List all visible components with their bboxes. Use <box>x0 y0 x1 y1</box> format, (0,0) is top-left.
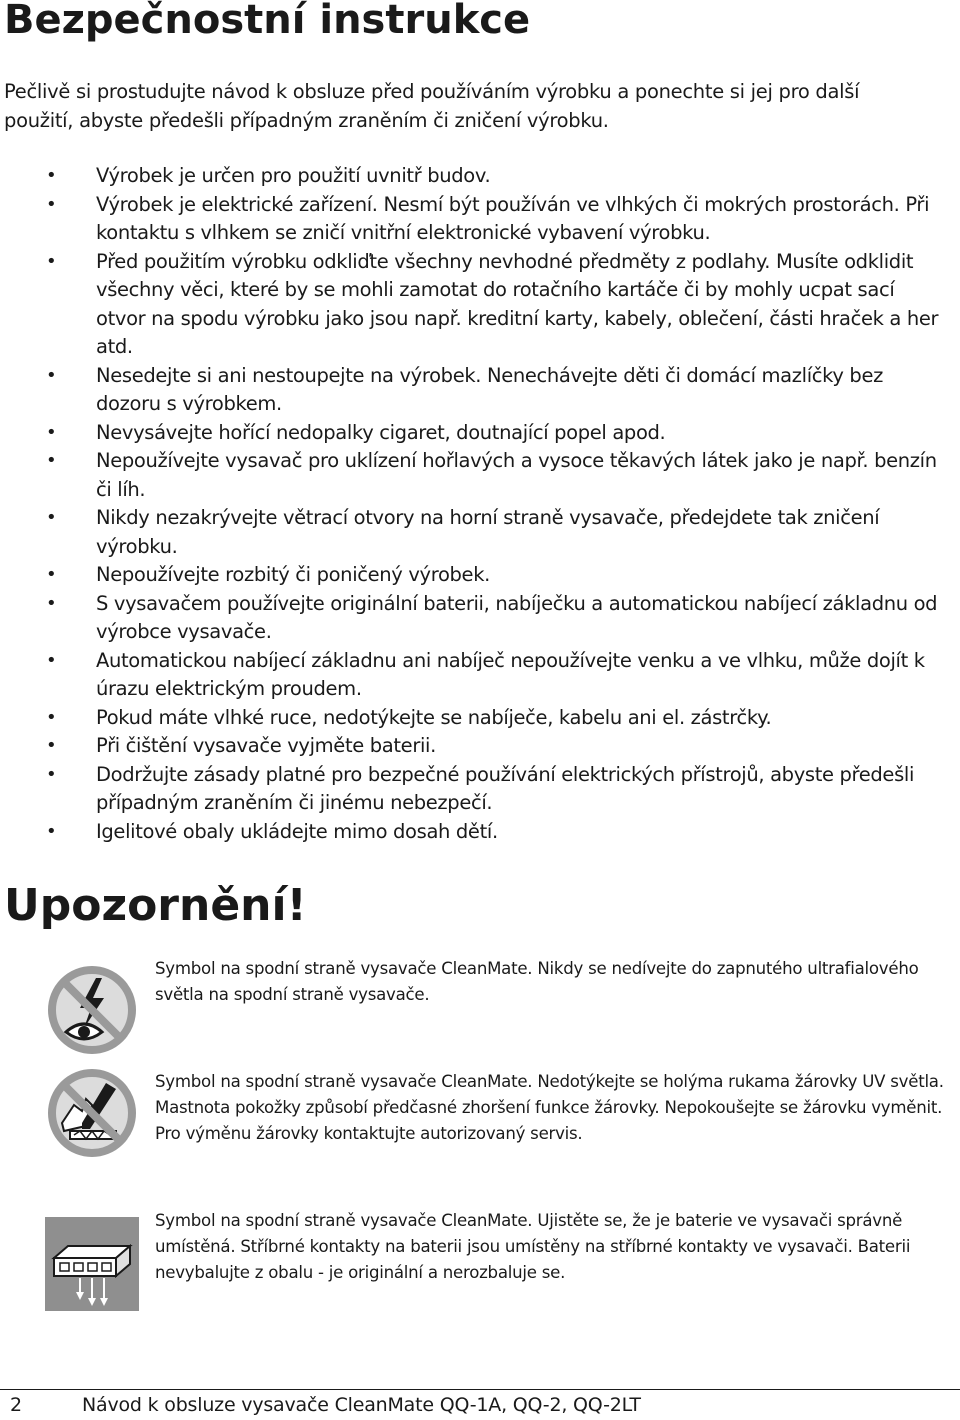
list-item-text: Při čištění vysavače vyjměte baterii. <box>96 734 436 757</box>
bullet-icon: • <box>46 364 57 386</box>
bullet-icon: • <box>46 820 57 842</box>
bullet-icon: • <box>46 735 57 756</box>
list-item-text: Automatickou nabíjecí základnu ani nabíječ nepoužívejte venku a ve vlhku, může dojít k úrazu elektrickým proudem. <box>96 648 925 700</box>
list-item <box>0 362 960 419</box>
bullet-icon: • <box>46 649 57 671</box>
bullet-icon: • <box>46 706 57 728</box>
list-item-text: Výrobek je elektrické zařízení. Nesmí být používán ve vlhkých či mokrých prostorách. Při kontaktu s vlhkem se zničí vnitřní elektronické vybavení výrobku. <box>96 192 930 244</box>
list-item <box>0 162 960 191</box>
bullet-icon: • <box>46 421 57 443</box>
bullet-icon: • <box>46 193 57 215</box>
list-item <box>0 191 960 248</box>
list-item-text: Nepoužívejte vysavač pro uklízení hořlavých a vysoce těkavých látek jako je např. benzín či líh. <box>96 449 937 501</box>
page-number: 2 <box>10 1394 23 1416</box>
no-uv-eye-prohibition-icon <box>44 962 140 1058</box>
bullet-icon: • <box>46 763 57 785</box>
list-item <box>0 761 960 818</box>
list-item-text: S vysavačem používejte originální baterii, nabíječku a automatickou nabíjecí základnu od výrobce vysavače. <box>96 591 938 643</box>
list-item <box>0 590 960 647</box>
list-item <box>0 419 960 448</box>
bullet-icon: • <box>46 564 57 585</box>
list-item-text: Nesedejte si ani nestoupejte na výrobek. Nenechávejte děti či domácí mazlíčky bez dozoru s výrobkem. <box>96 363 883 415</box>
list-item-text: Nikdy nezakrývejte větrací otvory na horní straně vysavače, předejdete tak zničení výrobku. <box>96 506 880 558</box>
bullet-icon: • <box>46 592 57 614</box>
list-item-text: Nevysávejte hořící nedopalky cigaret, doutnající popel apod. <box>96 420 666 444</box>
list-item-text: Nepoužívejte rozbitý či poničený výrobek. <box>96 563 490 586</box>
page-title: Bezpečnostní instrukce <box>4 0 531 43</box>
list-item <box>0 818 960 847</box>
footer-title: Návod k obsluze vysavače CleanMate QQ-1A, QQ-2, QQ-2LT <box>82 1394 641 1416</box>
warning-heading: Upozornění! <box>4 880 307 931</box>
list-item-text: Před použitím výrobku odkliďte všechny nevhodné předměty z podlahy. Musíte odklidit všechny věci, které by se mohli zamotat do rotačního kartáče či by mohly ucpat sací otvor na spodu výrobku jako jsou např. kreditní karty, kabely, oblečení, části hraček a her atd. <box>96 249 939 358</box>
list-item <box>0 732 960 761</box>
footer-divider <box>0 1389 960 1390</box>
bullet-icon: • <box>46 165 57 186</box>
list-item-text: Pokud máte vlhké ruce, nedotýkejte se nabíječe, kabelu ani el. zástrčky. <box>96 705 772 729</box>
list-item <box>0 647 960 704</box>
symbol-description: Symbol na spodní straně vysavače CleanMate. Nikdy se nedívejte do zapnutého ultrafialového světla na spodní straně vysavače. <box>155 959 919 1004</box>
bullet-icon: • <box>46 250 57 272</box>
battery-contacts-icon <box>44 1216 140 1312</box>
bullet-icon: • <box>46 507 57 528</box>
list-item <box>0 704 960 733</box>
symbol-description: Symbol na spodní straně vysavače CleanMate. Nedotýkejte se holýma rukama žárovky UV světla. Mastnota pokožky způsobí předčasné zhoršení funkce žárovky. Nepokoušejte se žárovku vyměnit. Pro výměnu žárovky kontaktujte autorizovaný servis. <box>155 1072 944 1143</box>
symbol-description: Symbol na spodní straně vysavače CleanMate. Ujistěte se, že je baterie ve vysavači správně umístěná. Stříbrné kontakty na baterii jsou umístěny na stříbrné kontakty ve vysavači. Baterii nevybalujte z obalu - je originální a nerozbaluje se. <box>155 1211 911 1282</box>
list-item <box>0 447 960 504</box>
bullet-icon: • <box>46 450 57 471</box>
list-item-text: Dodržujte zásady platné pro bezpečné používání elektrických přístrojů, abyste předešli případným zraněním či jinému nebezpečí. <box>96 762 915 814</box>
list-item-text: Výrobek je určen pro použití uvnitř budov. <box>96 164 491 187</box>
safety-instructions-list <box>0 162 960 846</box>
list-item-text: Igelitové obaly ukládejte mimo dosah dětí. <box>96 819 498 843</box>
list-item <box>0 504 960 561</box>
no-touch-uv-lamp-prohibition-icon <box>44 1065 140 1161</box>
intro-paragraph: Pečlivě si prostudujte návod k obsluze před používáním výrobku a ponechte si jej pro další použití, abyste předešli případným zraněním či zničení výrobku. <box>4 80 860 132</box>
list-item <box>0 248 960 362</box>
list-item <box>0 561 960 590</box>
